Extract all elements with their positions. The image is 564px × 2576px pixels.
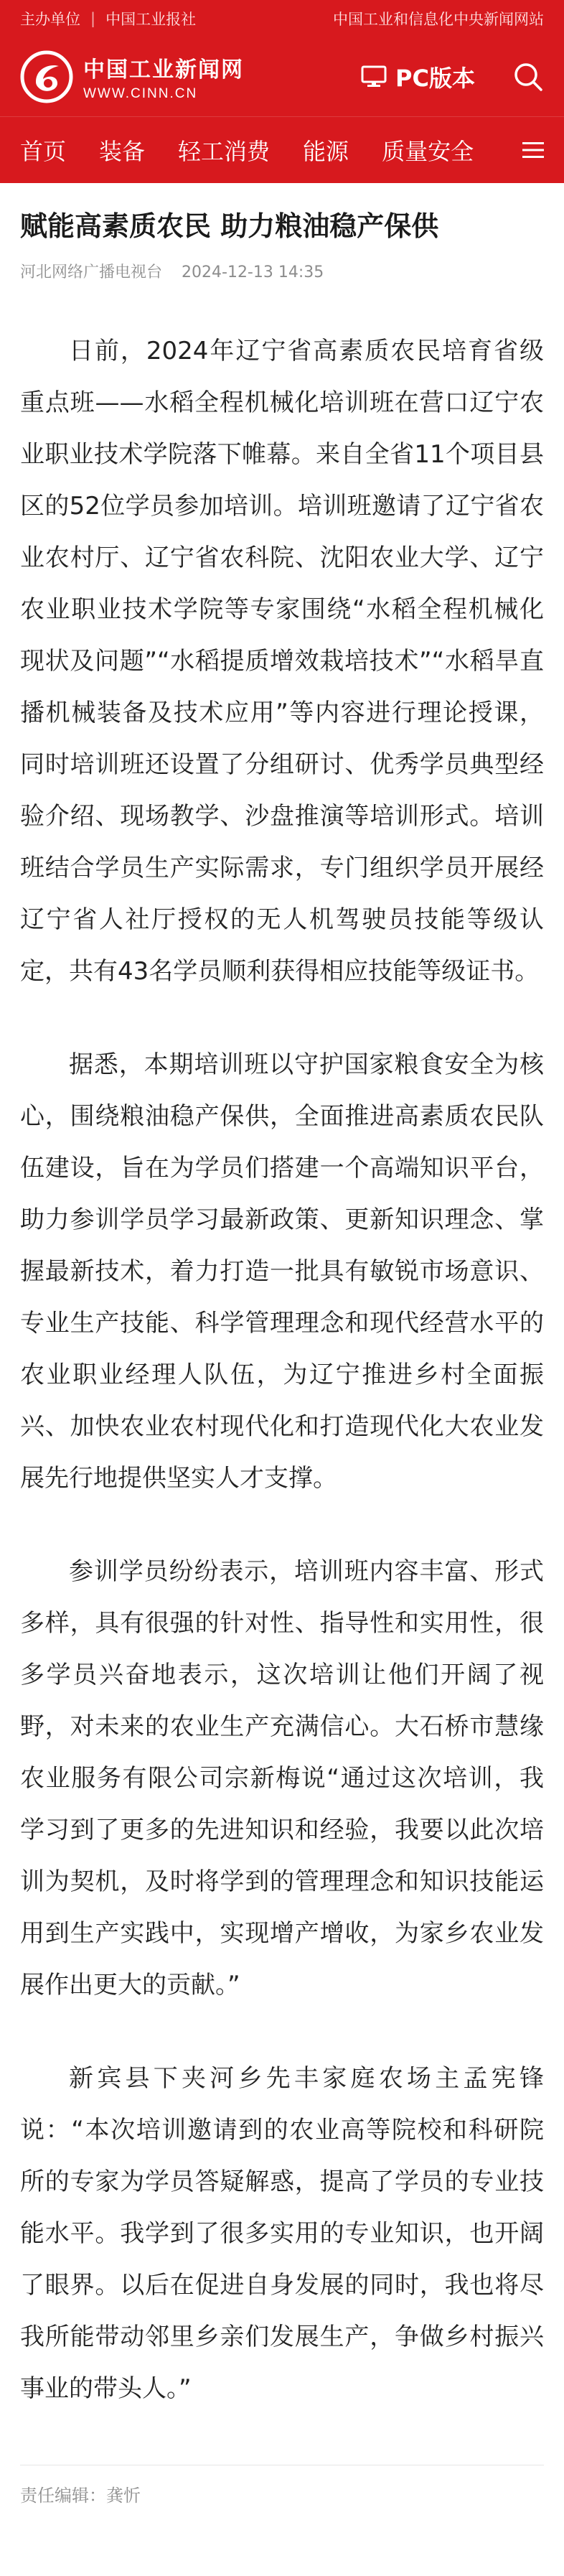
article-paragraph: 日前，2024年辽宁省高素质农民培育省级重点班——水稻全程机械化培训班在营口辽宁农业职业技术学院落下帷幕。来自全省11个项目县区的52位学员参加培训。培训班邀请了辽宁省农业农村厅、辽宁省农科院、沈阳农业大学、辽宁农业职业技术学院等专家围绕“水稻全程机械化现状及问题”“水稻提质增效栽培技术”“水稻旱直播机械装备及技术应用”等内容进行理论授课，同时培训班还设置了分组研讨、优秀学员典型经验介绍、现场教学、沙盘推演等培训形式。培训班结合学员生产实际需求，专门组织学员开展经辽宁省人社厅授权的无人机驾驶员技能等级认定，共有43名学员顺利获得相应技能等级证书。 (20, 337, 544, 986)
pc-version-button[interactable] (361, 60, 475, 93)
search-icon (512, 61, 544, 93)
hamburger-menu-icon (522, 141, 544, 159)
nav-item-light-industry[interactable]: 轻工消费 (178, 138, 271, 165)
article-source: 河北网络广播电视台 (20, 263, 163, 282)
cinn-logo-icon (20, 50, 73, 103)
logo-domain: WWW.CINN.CN (83, 86, 198, 101)
article (0, 209, 564, 2506)
logo-text (83, 52, 244, 102)
nav-item-home[interactable]: 首页 (20, 138, 67, 165)
article-date: 2024-12-13 14:35 (182, 263, 324, 282)
article-paragraph: 据悉，本期培训班以守护国家粮食安全为核心，围绕粮油稳产保供，全面推进高素质农民队伍建设，旨在为学员们搭建一个高端知识平台，助力参训学员学习最新政策、更新知识理念、掌握最新技术，着力打造一批具有敏锐市场意识、专业生产技能、科学管理理念和现代经营水平的农业职业经理人队伍，为辽宁推进乡村全面振兴、加快农业农村现代化和打造现代化大农业发展先行地提供坚实人才支撑。 (20, 1050, 544, 1493)
article-paragraph: 参训学员纷纷表示，培训班内容丰富、形式多样，具有很强的针对性、指导性和实用性，很多学员兴奋地表示，这次培训让他们开阔了视野，对未来的农业生产充满信心。大石桥市慧缘农业服务有限公司宗新梅说“通过这次培训，我学习到了更多的先进知识和经验，我要以此次培训为契机，及时将学到的管理理念和知识技能运用到生产实践中，实现增产增收，为家乡农业发展作出更大的贡献。” (20, 1557, 544, 2000)
logo-chinese-name: 中国工业新闻网 (83, 57, 244, 83)
header-actions (361, 60, 544, 93)
menu-button[interactable] (522, 141, 544, 159)
nav-item-energy[interactable]: 能源 (303, 138, 349, 165)
site-header (0, 37, 564, 116)
site-logo[interactable] (20, 50, 244, 103)
top-bar-left (20, 8, 196, 29)
organizer-link[interactable]: 主办单位 (20, 11, 80, 28)
top-bar (0, 0, 564, 37)
top-bar-separator: | (90, 10, 96, 27)
central-news-site-link[interactable]: 中国工业和信息化中央新闻网站 (333, 11, 544, 28)
monitor-icon (361, 65, 387, 88)
nav-item-equipment[interactable]: 装备 (99, 138, 146, 165)
article-paragraph: 新宾县下夹河乡先丰家庭农场主孟宪锋说：“本次培训邀请到的农业高等院校和科研院所的专家为学员答疑解惑，提高了学员的专业技能水平。我学到了很多实用的专业知识，也开阔了眼界。以后在促进自身发展的同时，我也将尽我所能带动邻里乡亲们发展生产，争做乡村振兴事业的带头人。” (20, 2064, 544, 2404)
responsible-editor: 责任编辑：龚忻 (20, 2465, 544, 2506)
pc-version-label: PC版本 (395, 65, 475, 92)
article-meta (20, 260, 544, 282)
search-button[interactable] (512, 61, 544, 93)
article-body (20, 325, 544, 2414)
article-title: 赋能高素质农民 助力粮油稳产保供 (20, 210, 439, 242)
china-industry-news-link[interactable]: 中国工业报社 (105, 11, 197, 28)
main-nav (0, 116, 564, 183)
nav-item-quality-safety[interactable]: 质量安全 (382, 138, 474, 165)
